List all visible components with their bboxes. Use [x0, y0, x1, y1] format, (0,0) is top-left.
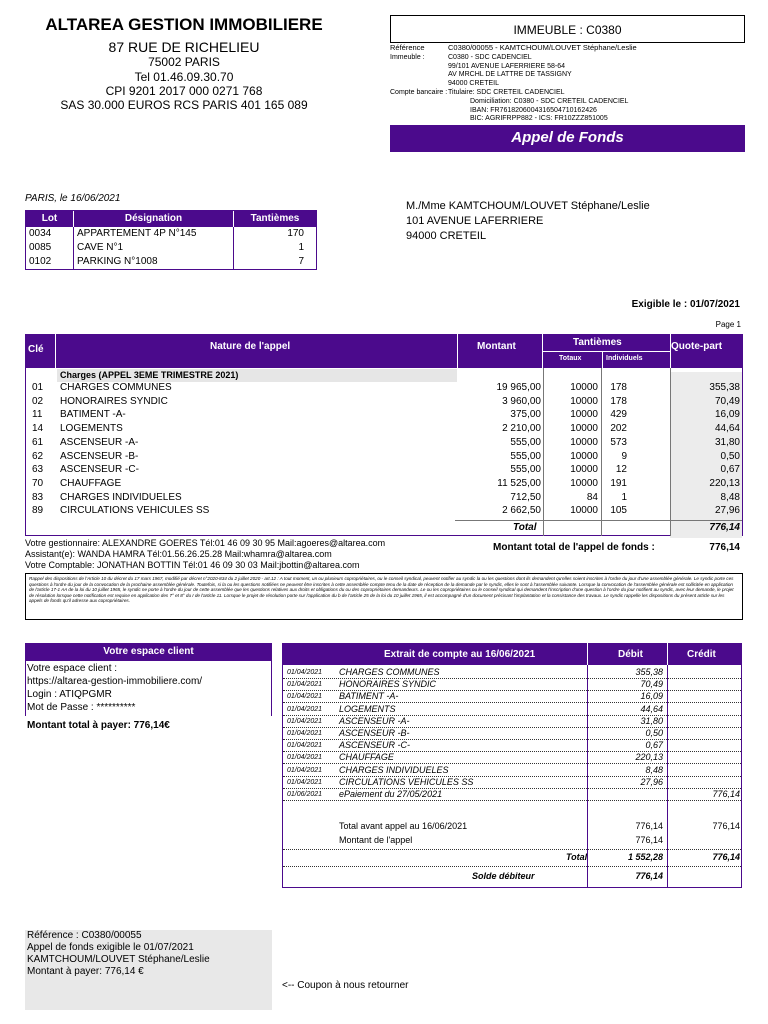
immeuble-info-row — [390, 115, 745, 124]
immeuble-info-value: AV MRCHL DE LATTRE DE TASSIGNY — [448, 71, 572, 79]
appel-de-fonds-title: Appel de Fonds — [390, 125, 745, 152]
extrait-solde-debit: 776,14 — [635, 871, 663, 881]
extrait-debit: 0,67 — [645, 740, 663, 751]
extrait-label: CIRCULATIONS VEHICULES SS — [339, 776, 474, 787]
immeuble-info-row — [390, 71, 745, 80]
row-nature: HONORAIRES SYNDIC — [60, 395, 168, 407]
extrait-debit: 27,96 — [640, 776, 663, 787]
row-nature: BATIMENT -A- — [60, 409, 126, 421]
row-quote-part: 31,80 — [714, 436, 740, 448]
section-title: Charges (APPEL 3EME TRIMESTRE 2021) — [60, 370, 239, 380]
table-row — [0, 505, 768, 519]
lot-number: 0102 — [26, 255, 74, 269]
row-individuels: 9 — [621, 450, 627, 462]
row-individuels: 12 — [615, 464, 627, 476]
immeuble-info-key: Compte bancaire : — [390, 88, 448, 96]
coupon-return-note: <-- Coupon à nous retourner — [282, 980, 409, 991]
extrait-label: ASCENSEUR -A- — [339, 715, 410, 726]
espace-client-label: Votre espace client : — [27, 663, 118, 674]
immeuble-info-key — [390, 107, 448, 116]
table-row — [0, 451, 768, 465]
extrait-debit: 355,38 — [635, 667, 663, 677]
extrait-title: Extrait de compte au 16/06/2021 — [384, 649, 536, 660]
row-nature: ASCENSEUR -B- — [60, 450, 139, 462]
table-row — [0, 423, 768, 437]
row-quote-part: 355,38 — [709, 382, 740, 393]
lots-table — [25, 210, 317, 270]
date-place: PARIS, le 16/06/2021 — [25, 193, 121, 204]
extrait-date: 01/06/2021 — [287, 791, 323, 798]
immeuble-info-row — [390, 107, 745, 116]
row-quote-part: 220,13 — [709, 477, 740, 489]
company-name: ALTAREA GESTION IMMOBILIERE — [45, 15, 323, 34]
company-city: 75002 PARIS — [148, 55, 220, 69]
row-montant: 375,00 — [510, 409, 541, 421]
row-cle: 83 — [32, 491, 44, 503]
extrait-label: ePaiement du 27/05/2021 — [339, 789, 443, 799]
immeuble-info-row — [390, 80, 745, 89]
lot-number: 0085 — [26, 241, 74, 255]
immeuble-info-key — [390, 63, 448, 72]
lot-tantiemes: 1 — [298, 242, 304, 253]
header-nature: Nature de l'appel — [210, 341, 291, 352]
extrait-header — [282, 643, 742, 665]
lot-designation: PARKING N°1008 — [74, 255, 234, 269]
lot-tantiemes: 7 — [298, 256, 304, 267]
row-cle: 11 — [32, 409, 43, 421]
dotted-divider — [283, 800, 741, 801]
extrait-credit-label: Crédit — [687, 649, 716, 660]
row-montant: 2 662,50 — [502, 505, 541, 517]
extrait-debit: 8,48 — [645, 764, 663, 775]
row-montant: 19 965,00 — [496, 382, 541, 393]
row-totaux: 84 — [586, 491, 598, 503]
header-tantiemes: Tantièmes — [573, 337, 622, 348]
row-totaux: 10000 — [570, 505, 598, 517]
row-totaux: 10000 — [570, 409, 598, 421]
espace-client-login: Login : ATIQPGMR — [27, 689, 112, 700]
extrait-debit: 16,09 — [640, 691, 663, 702]
row-nature: CHAUFFAGE — [60, 477, 122, 489]
espace-client-password: Mot de Passe : ********** — [27, 702, 136, 713]
table-row — [0, 464, 768, 478]
row-nature: CIRCULATIONS VEHICULES SS — [60, 505, 210, 517]
extrait-label: ASCENSEUR -B- — [339, 728, 410, 738]
extrait-date: 01/04/2021 — [287, 730, 323, 737]
extrait-date: 01/04/2021 — [287, 742, 323, 750]
montant-a-payer: Montant total à payer: 776,14€ — [27, 720, 170, 731]
exigible-date: Exigible le : 01/07/2021 — [631, 299, 740, 310]
row-individuels: 105 — [610, 505, 627, 517]
row-montant: 712,50 — [510, 491, 541, 503]
row-cle: 01 — [32, 382, 44, 393]
company-cpi: CPI 9201 2017 000 0271 768 — [105, 84, 263, 98]
immeuble-info-value: C0380 - SDC CADENCIEL — [448, 53, 532, 61]
lot-number: 0034 — [26, 227, 74, 241]
table-row — [26, 241, 316, 255]
extrait-label: CHARGES INDIVIDUELES — [339, 764, 449, 775]
immeuble-info-key — [390, 98, 448, 107]
immeuble-info-row — [390, 44, 745, 53]
extrait-solde-label: Solde débiteur — [472, 871, 535, 881]
lot-designation: APPARTEMENT 4P N°145 — [74, 227, 234, 241]
dotted-divider — [283, 849, 741, 850]
espace-client-url[interactable]: https://altarea-gestion-immobiliere.com/ — [27, 676, 203, 687]
extrait-debit: 220,13 — [635, 752, 663, 763]
extrait-avant — [0, 821, 768, 833]
extrait-column-divider — [667, 665, 668, 888]
company-rcs: SAS 30.000 EUROS RCS PARIS 401 165 089 — [60, 98, 308, 112]
row-totaux: 10000 — [570, 450, 598, 462]
row-montant: 555,00 — [510, 436, 541, 448]
row-quote-part: 8,48 — [720, 491, 740, 503]
table-row — [0, 492, 768, 506]
immeuble-info-value: Titulaire: SDC CRETEIL CADENCIEL — [448, 88, 565, 96]
row-totaux: 10000 — [570, 436, 598, 448]
extrait-date: 01/04/2021 — [287, 754, 323, 762]
extrait-date: 01/04/2021 — [287, 669, 323, 676]
immeuble-info-row — [390, 63, 745, 72]
row-nature: LOGEMENTS — [60, 423, 123, 435]
main-table-header — [25, 334, 743, 368]
row-individuels: 178 — [610, 382, 627, 393]
immeuble-info-row — [390, 98, 745, 107]
row-nature: CHARGES COMMUNES — [60, 382, 172, 393]
contact-comptable: Votre Comptable: JONATHAN BOTTIN Tél:01 46 09 30 03 Mail:jbottin@altarea.com — [25, 560, 360, 570]
page-number: Page 1 — [715, 320, 741, 329]
extrait-label: CHARGES COMMUNES — [339, 667, 440, 677]
table-row — [0, 382, 768, 396]
extrait-total-debit: 1 552,28 — [627, 852, 663, 862]
lot-designation: CAVE N°1 — [74, 241, 234, 255]
extrait-montant-appel-label: Montant de l'appel — [339, 835, 413, 845]
extrait-column-divider — [587, 665, 588, 888]
row-totaux: 10000 — [570, 395, 598, 407]
row-quote-part: 27,96 — [714, 505, 740, 517]
table-row — [0, 409, 768, 423]
extrait-date: 01/04/2021 — [287, 705, 323, 713]
row-individuels: 202 — [610, 423, 627, 435]
extrait-solde — [0, 871, 768, 883]
row-cle: 02 — [32, 395, 44, 407]
row-cle: 63 — [32, 464, 44, 476]
extrait-label: ASCENSEUR -C- — [339, 740, 411, 751]
table-row — [26, 255, 316, 269]
extrait-date: 01/04/2021 — [287, 717, 323, 725]
immeuble-info-key — [390, 115, 448, 124]
immeuble-info-key — [390, 80, 448, 89]
lot-tantiemes: 170 — [287, 228, 304, 239]
extrait-montant-appel — [0, 835, 768, 847]
extrait-montant-appel-debit: 776,14 — [635, 835, 663, 845]
row-individuels: 191 — [610, 477, 627, 489]
row-nature: ASCENSEUR -C- — [60, 464, 139, 476]
immeuble-info-key: Référence — [390, 43, 425, 52]
recipient-name: M./Mme KAMTCHOUM/LOUVET Stéphane/Leslie — [406, 200, 650, 212]
immeuble-info-row — [390, 54, 745, 63]
table-row — [0, 437, 768, 451]
row-totaux: 10000 — [570, 382, 598, 393]
row-cle: 61 — [32, 436, 44, 448]
header-quote-part: Quote-part — [671, 341, 723, 352]
row-quote-part: 44,64 — [714, 423, 740, 435]
lots-header-tantiemes: Tantièmes — [250, 213, 300, 224]
row-quote-part: 0,67 — [720, 464, 740, 476]
immeuble-info-key: Immeuble : — [390, 53, 425, 61]
extrait-debit: 0,50 — [645, 728, 663, 738]
extrait-debit: 70,49 — [640, 679, 663, 690]
row-totaux: 10000 — [570, 423, 598, 435]
row-individuels: 178 — [610, 395, 627, 407]
extrait-credit: 776,14 — [712, 789, 740, 799]
row-quote-part: 70,49 — [714, 395, 740, 407]
extrait-total — [0, 852, 768, 864]
header-totaux: Totaux — [559, 355, 582, 362]
company-address: 87 RUE DE RICHELIEU — [108, 39, 260, 55]
immeuble-info-row — [390, 89, 745, 98]
coupon-reference: Référence : C0380/00055 — [27, 930, 142, 941]
immeuble-title: IMMEUBLE : C0380 — [390, 15, 745, 43]
row-totaux: 10000 — [570, 464, 598, 476]
immeuble-info-value: 94000 CRETEIL — [448, 80, 499, 88]
extrait-label: LOGEMENTS — [339, 703, 396, 714]
extrait-avant-label: Total avant appel au 16/06/2021 — [339, 821, 468, 831]
row-cle: 62 — [32, 450, 44, 462]
extrait-date: 01/04/2021 — [287, 766, 323, 774]
table-row — [26, 227, 316, 241]
immeuble-info-value: Domiciliation: C0380 - SDC CRETEIL CADENCIEL — [470, 97, 629, 105]
row-quote-part: 16,09 — [714, 409, 740, 421]
row-quote-part: 0,50 — [720, 450, 740, 462]
immeuble-info — [390, 44, 745, 124]
row-cle: 89 — [32, 505, 44, 517]
extrait-label: HONORAIRES SYNDIC — [339, 679, 437, 690]
extrait-debit: 44,64 — [640, 703, 663, 714]
lots-header — [26, 211, 316, 227]
row-totaux: 10000 — [570, 477, 598, 489]
row-montant: 2 210,00 — [502, 423, 541, 435]
header-montant: Montant — [477, 341, 516, 352]
immeuble-info-key — [390, 71, 448, 80]
row-nature: ASCENSEUR -A- — [60, 436, 139, 448]
immeuble-info-value: BIC: AGRIFRPP882 - ICS: FR10ZZZ851005 — [470, 115, 608, 123]
recipient-city: 94000 CRETEIL — [406, 230, 487, 242]
extrait-debit-label: Débit — [618, 649, 643, 660]
montant-total-label: Montant total de l'appel de fonds : — [493, 542, 655, 553]
legal-notice: Rappel des dispositions de l'Article 10 du décret du 17 mars 1967, modifié par décret n°2020-834 du 2 juillet 2020 - art.12 : A tout moment, un ou plusieurs copropriétaires, ou le conseil syndical, peuvent notifier au syndic la ou les questions dont ils demandent qu'elles soient inscrites à l'ordre du jour d'une assemblée générale. Le syndic porte ces questions à l'ordre du jour de la convocation de la prochaine assemblée générale. Toutefois, si la ou les questions notifiées ne peuvent être inscrites à cette assemblée compte tenu de la date de réception de la demande par le syndic, elles le sont à l'assemblée suivante. Lorsque la convocation de l'assemblée générale est sollicitée en application de l'article 17-1 AA de la loi du 10 juillet 1965, le syndic ne porte à l'ordre du jour de cette assemblée que les questions relatives aux droits et obligations du ou des copropriétaires demandeurs. Le ou les copropriétaires ou le conseil syndical qui demandent l'inscription d'une question à l'ordre du jour notifient au syndic, avec leur demande, le projet de résolution lorsque cette notification est requise en application des 7° et 8° du I de l'article 11. Lorsque le projet de résolution porte sur l'application du b de l'article 25 de la loi du 10 juillet 1965, il est accompagné d'un document précisant l'implantation et la consistance des travaux. Le syndic rappelle les dispositions du présent article sur les appels de fonds qu'il adresse aux copropriétaires. — [25, 573, 743, 620]
company-phone: Tel 01.46.09.30.70 — [134, 70, 234, 84]
montant-total-value: 776,14 — [709, 542, 740, 553]
espace-client-title: Votre espace client — [25, 643, 272, 661]
extrait-total-credit: 776,14 — [712, 852, 740, 862]
dotted-divider — [283, 866, 741, 867]
extrait-date: 01/04/2021 — [287, 681, 323, 689]
row-montant: 11 525,00 — [497, 477, 541, 489]
table-row — [0, 396, 768, 410]
extrait-date: 01/04/2021 — [287, 693, 323, 701]
extrait-label: BATIMENT -A- — [339, 691, 399, 702]
extrait-date: 01/04/2021 — [287, 778, 323, 786]
extrait-total-label: Total — [566, 852, 588, 862]
recipient-street: 101 AVENUE LAFERRIERE — [406, 215, 544, 227]
row-montant: 555,00 — [510, 464, 541, 476]
contact-assistant: Assistant(e): WANDA HAMRA Tél:01.56.26.25.28 Mail:whamra@altarea.com — [25, 549, 332, 559]
coupon-name: KAMTCHOUM/LOUVET Stéphane/Leslie — [27, 954, 210, 965]
row-nature: CHARGES INDIVIDUELES — [60, 491, 182, 503]
coupon — [25, 930, 272, 1010]
row-individuels: 1 — [621, 491, 627, 503]
extrait-avant-credit: 776,14 — [712, 821, 740, 831]
coupon-amount: Montant à payer: 776,14 € — [27, 966, 144, 977]
header-cle: Clé — [28, 344, 44, 355]
row-cle: 70 — [32, 477, 44, 489]
immeuble-info-value: 99/101 AVENUE LAFERRIERE 58-64 — [448, 62, 565, 70]
coupon-exigible: Appel de fonds exigible le 01/07/2021 — [27, 942, 194, 953]
immeuble-info-value: C0380/00055 - KAMTCHOUM/LOUVET Stéphane/Leslie — [448, 43, 637, 52]
total-label: Total — [513, 522, 537, 533]
immeuble-info-value: IBAN: FR7618206004316504710162426 — [470, 106, 597, 114]
row-individuels: 429 — [610, 409, 627, 421]
lots-header-designation: Désignation — [74, 211, 234, 227]
total-value: 776,14 — [709, 522, 740, 533]
extrait-label: CHAUFFAGE — [339, 752, 394, 763]
row-individuels: 573 — [610, 436, 627, 448]
row-montant: 3 960,00 — [502, 395, 541, 407]
extrait-debit: 31,80 — [640, 715, 663, 726]
extrait-avant-debit: 776,14 — [635, 821, 663, 831]
table-row — [0, 478, 768, 492]
lots-header-lot: Lot — [26, 211, 74, 227]
header-individuels: Individuels — [606, 355, 643, 362]
row-cle: 14 — [32, 423, 44, 435]
contact-gestionnaire: Votre gestionnaire: ALEXANDRE GOERES Tél:01 46 09 30 95 Mail:agoeres@altarea.com — [25, 538, 386, 548]
row-montant: 555,00 — [510, 450, 541, 462]
